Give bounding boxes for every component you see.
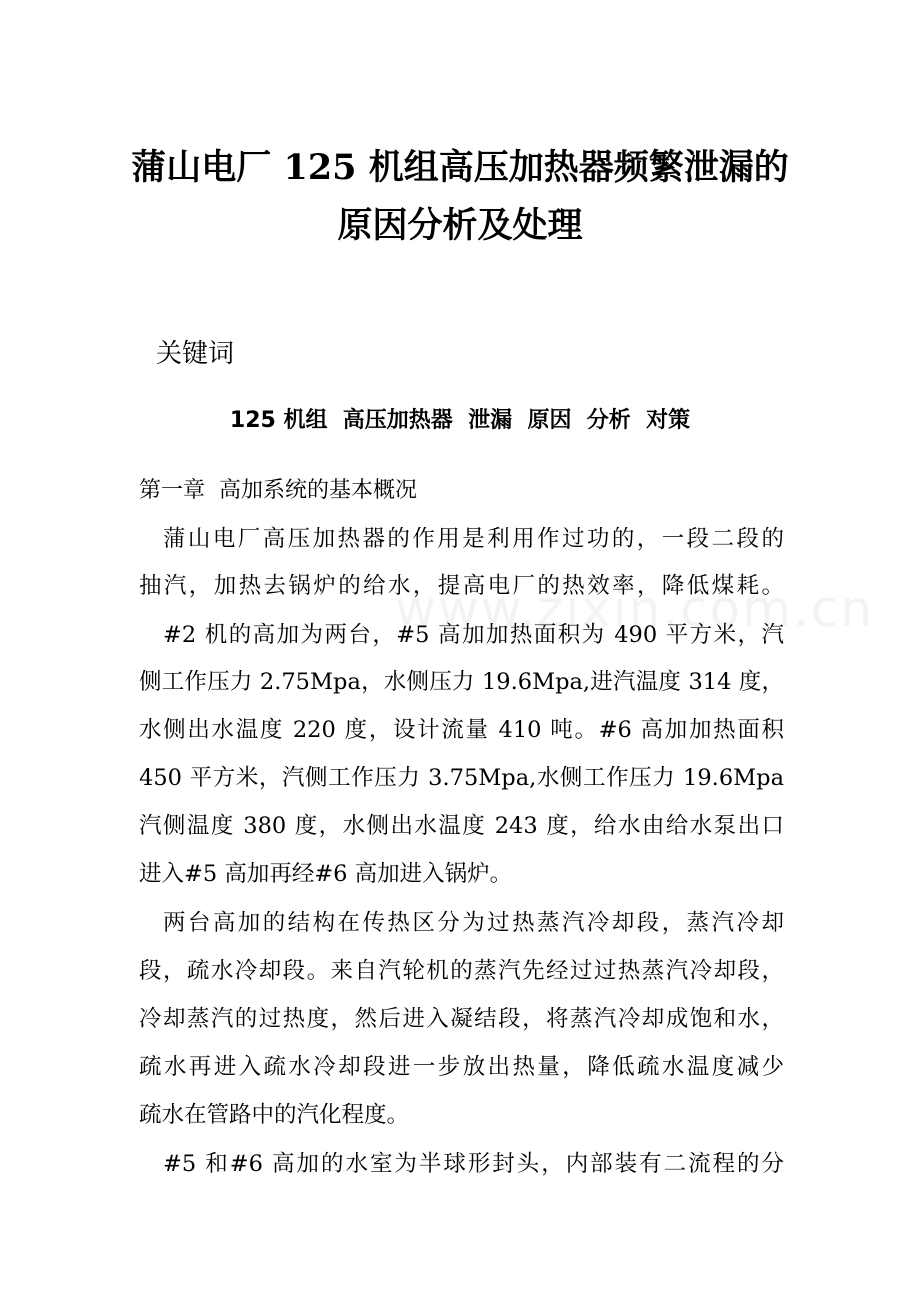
- keywords-list: 125 机组 高压加热器 泄漏 原因 分析 对策: [229, 408, 691, 433]
- paragraph-line: 疏水在管路中的汽化程度。: [139, 1102, 410, 1128]
- paragraph-line: #2 机的高加为两台，#5 高加加热面积为 490 平方米，汽: [163, 622, 784, 648]
- paragraph-line: #5 和#6 高加的水室为半球形封头，内部装有二流程的分: [163, 1151, 784, 1177]
- paragraph-line: 疏水再进入疏水冷却段进一步放出热量，降低疏水温度减少: [139, 1054, 784, 1080]
- paragraph-line: 水侧出水温度 220 度，设计流量 410 吨。#6 高加加热面积: [139, 717, 784, 743]
- paragraph-line: 冷却蒸汽的过热度，然后进入凝结段，将蒸汽冷却成饱和水，: [139, 1006, 784, 1032]
- document-title-line-1: 蒲山电厂 125 机组高压加热器频繁泄漏的: [131, 147, 789, 188]
- keywords-label: 关键词: [156, 339, 235, 369]
- paragraph-line: 段，疏水冷却段。来自汽轮机的蒸汽先经过过热蒸汽冷却段，: [139, 958, 784, 984]
- paragraph-line: 蒲山电厂高压加热器的作用是利用作过功的，一段二段的: [163, 526, 784, 552]
- document-title-line-2: 原因分析及处理: [337, 205, 583, 246]
- paragraph-line: 侧工作压力 2.75Mpa，水侧压力 19.6Mpa,进汽温度 314 度，: [139, 669, 784, 695]
- paragraph-line: 进入#5 高加再经#6 高加进入锅炉。: [139, 861, 513, 887]
- paragraph-line: 两台高加的结构在传热区分为过热蒸汽冷却段，蒸汽冷却: [163, 910, 784, 936]
- paragraph-line: 抽汽，加热去锅炉的给水，提高电厂的热效率，降低煤耗。: [139, 573, 784, 599]
- paragraph-line: 450 平方米，汽侧工作压力 3.75Mpa,水侧工作压力 19.6Mpa: [139, 765, 784, 791]
- paragraph-line: 汽侧温度 380 度，水侧出水温度 243 度，给水由给水泵出口: [139, 813, 784, 839]
- chapter-heading: 第一章 高加系统的基本概况: [139, 478, 417, 503]
